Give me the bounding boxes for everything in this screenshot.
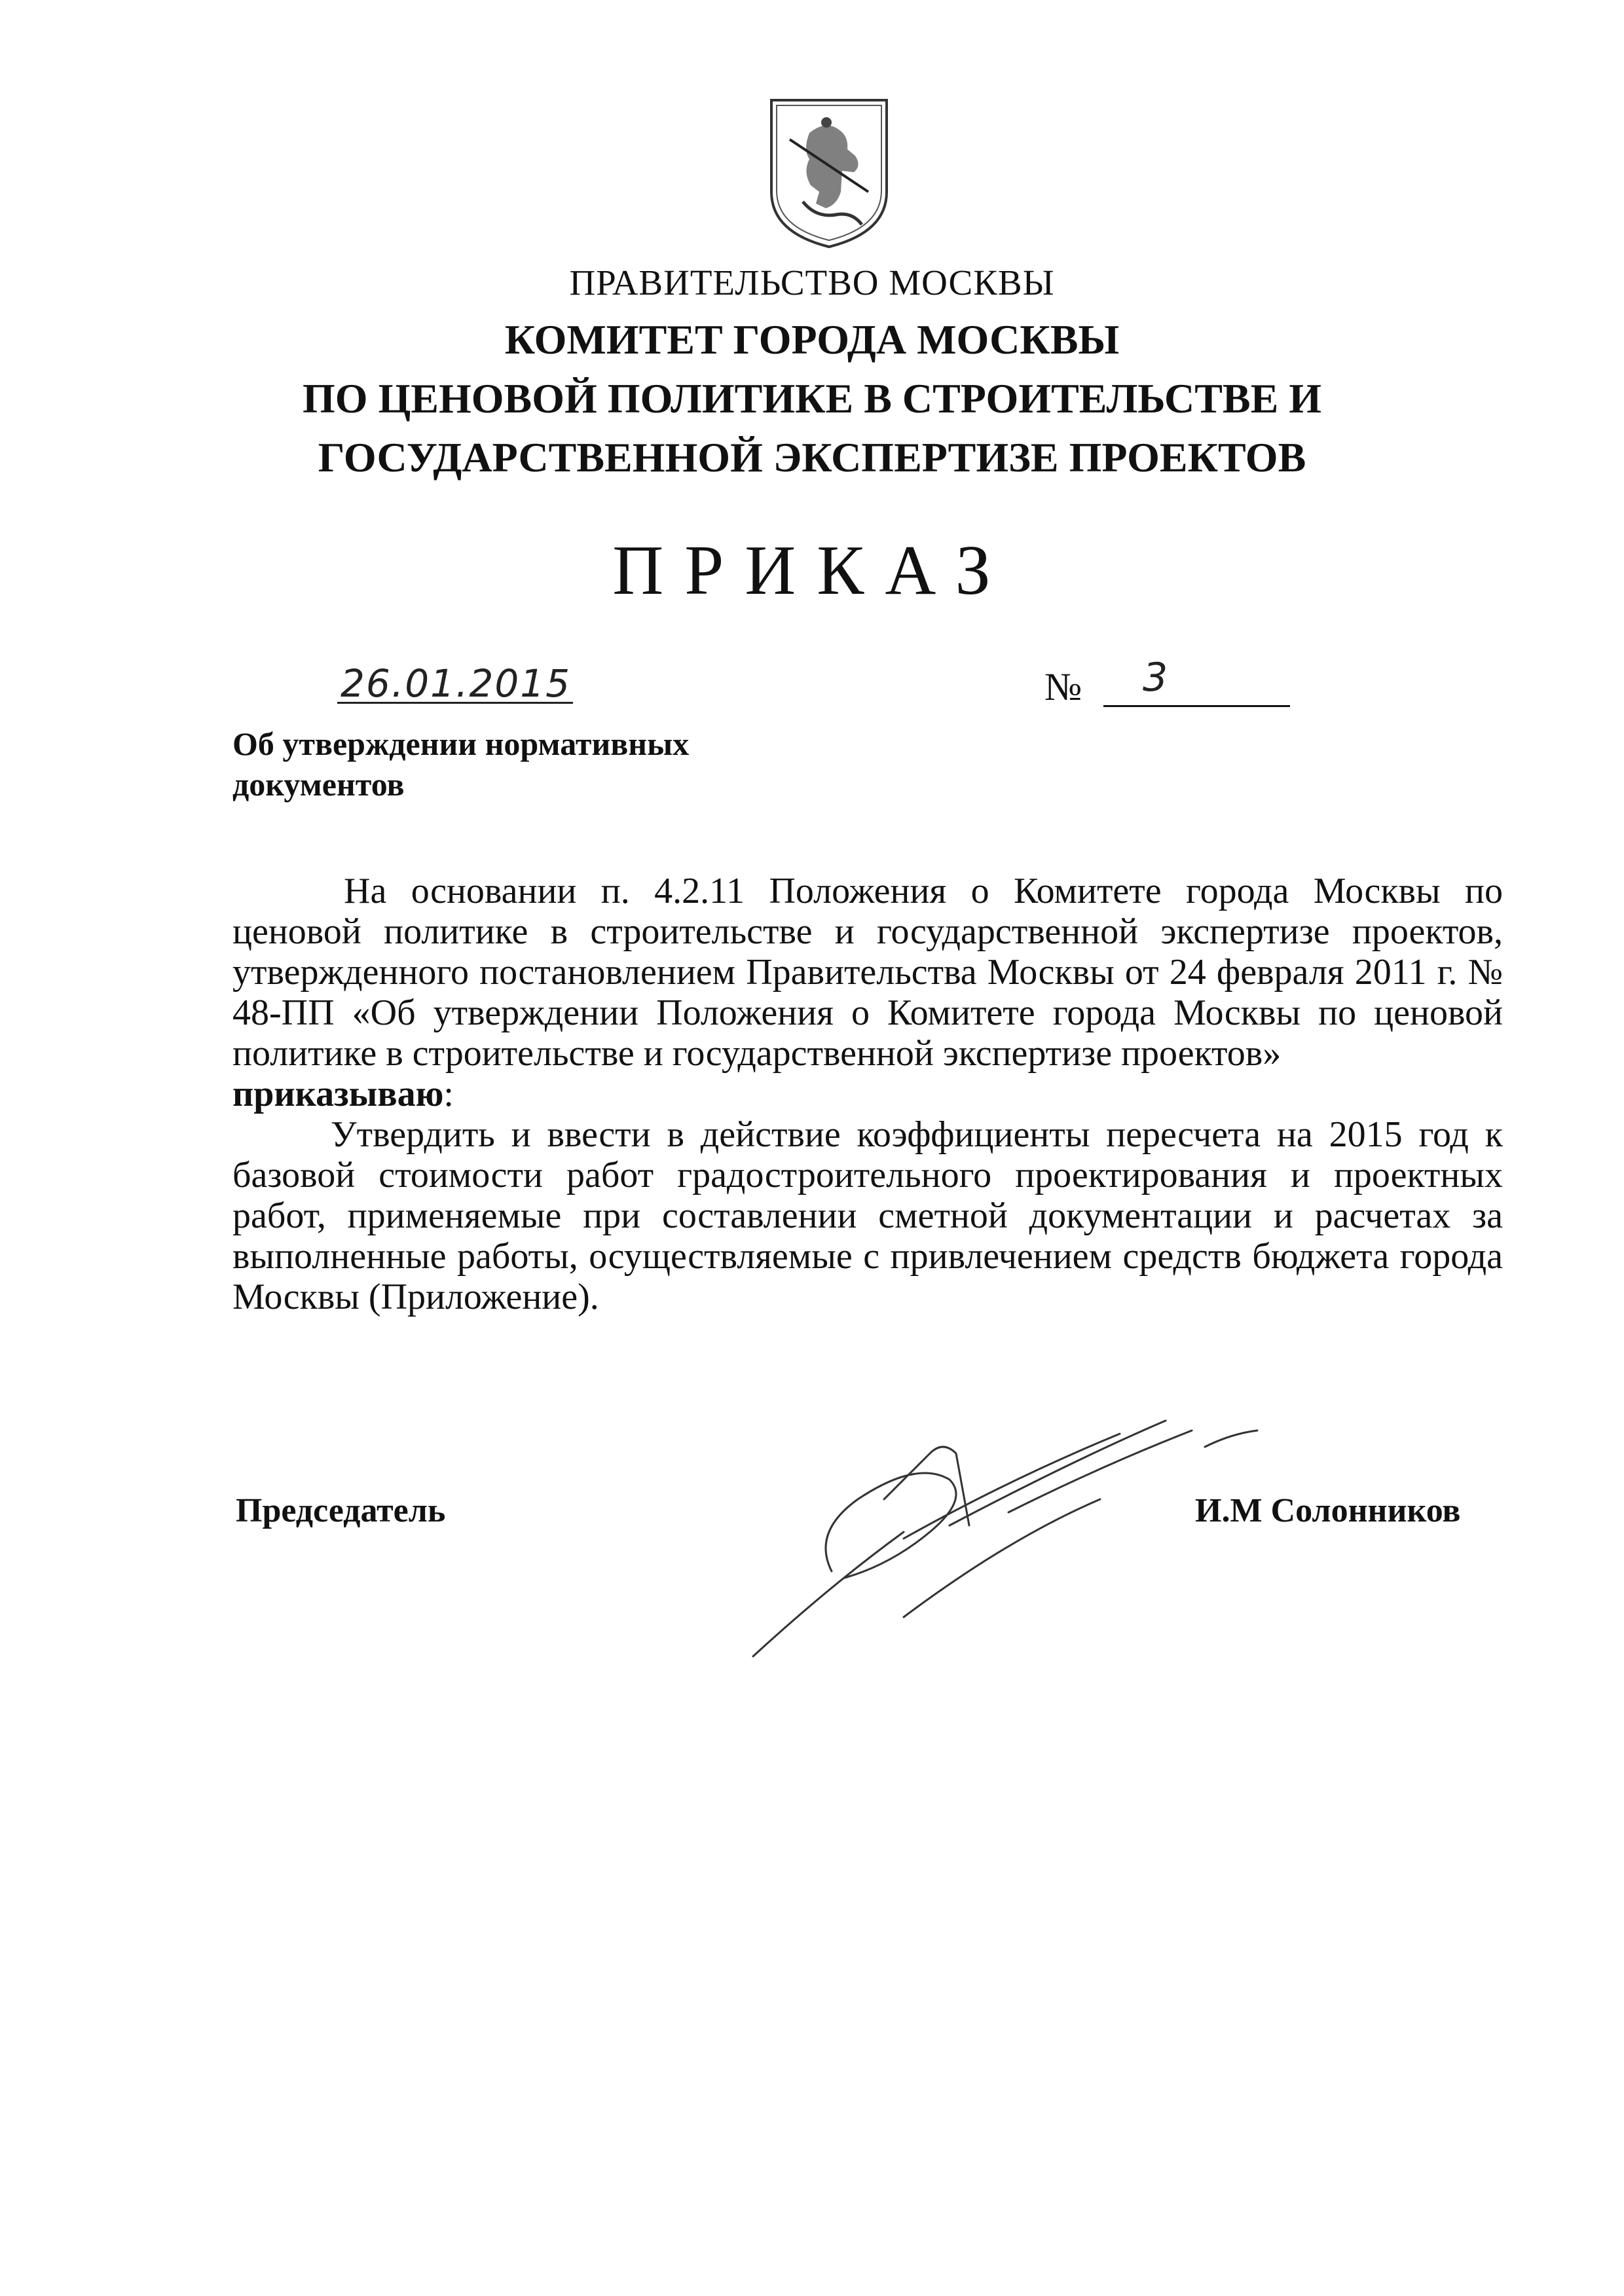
government-name: ПРАВИТЕЛЬСТВО МОСКВЫ [569,263,1055,302]
order-word: приказываю [232,1074,444,1114]
committee-name-line-2: ПО ЦЕНОВОЙ ПОЛИТИКЕ В СТРОИТЕЛЬСТВЕ И [302,375,1322,422]
signatory-name: И.М Солонников [1195,1492,1461,1529]
committee-name-line-3: ГОСУДАРСТВЕННОЙ ЭКСПЕРТИЗЕ ПРОЕКТОВ [318,434,1306,481]
committee-name-line-1: КОМИТЕТ ГОРОДА МОСКВЫ [504,316,1120,363]
document-title: ПРИКАЗ [612,532,1012,610]
order-subject [232,723,689,805]
order-clause [232,1074,1503,1114]
order-number-label: № [1044,665,1082,708]
order-number: 3 [1143,655,1168,701]
number-underline [1103,705,1290,707]
order-body [232,871,1503,1317]
resolution-paragraph: Утвердить и ввести в действие коэффициенты пересчета на 2015 год к базовой стоимости работ градостроительного проектирования и проектных работ, применяемые при составлении сметной документации и расчетах за выполненные работы, осуществляемые с привлечением средств бюджета города Москвы (Приложение). [232,1114,1503,1317]
signatory-role: Председатель [236,1492,446,1529]
subject-line-2: документов [232,766,405,803]
order-colon: : [443,1074,454,1114]
moscow-coat-of-arms-icon [764,94,895,251]
basis-paragraph: На основании п. 4.2.11 Положения о Комитете города Москвы по ценовой политике в строительстве и государственной экспертизе проектов, утвержденного постановлением Правительства Москвы от 24 февраля 2011 г. № 48-ПП «Об утверждении Положения о Комитете города Москвы по ценовой политике в строительстве и государственной экспертизе проектов» [232,871,1503,1074]
order-date: 26.01.2015 [341,661,572,706]
date-underline [337,702,573,704]
subject-line-1: Об утверждении нормативных [232,725,690,762]
